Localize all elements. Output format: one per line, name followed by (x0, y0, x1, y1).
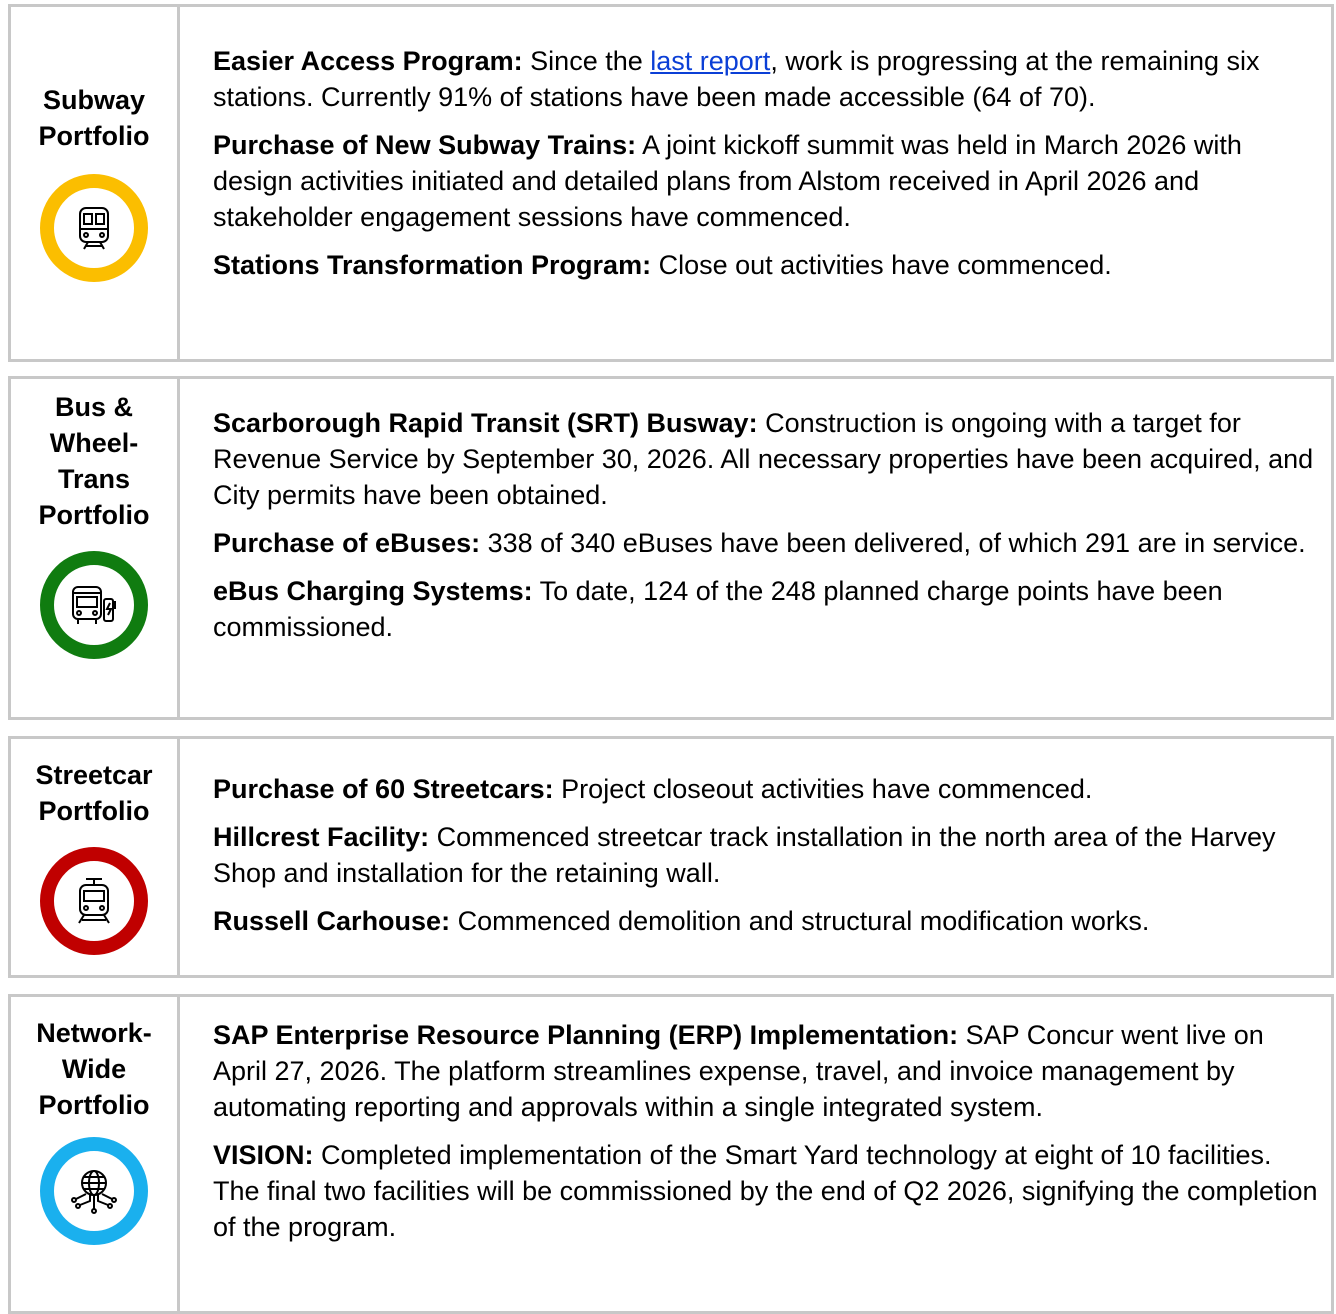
hillcrest-facility-paragraph (213, 819, 1319, 891)
last-report-link[interactable]: last report (650, 46, 771, 76)
label-line: Portfolio (38, 121, 150, 151)
label-line: Portfolio (38, 1090, 150, 1120)
paragraph-title: Scarborough Rapid Transit (SRT) Busway: (213, 408, 758, 438)
bus-label-column (11, 389, 177, 659)
streetcar-icon-ring (40, 847, 148, 955)
paragraph-title: Purchase of eBuses: (213, 528, 481, 558)
bus-portfolio-panel (8, 376, 1334, 720)
subway-portfolio-panel (8, 4, 1334, 362)
ebus-charging-paragraph (213, 573, 1319, 645)
paragraph-text: Project closeout activities have commenced. (553, 774, 1093, 804)
paragraph-text: Construction is ongoing with a target for Revenue Service by September 30, 2026. All necessary properties have been acquired, and City permits have been obtained. (213, 408, 1314, 510)
streetcar-label-column (11, 757, 177, 955)
paragraph-title: eBus Charging Systems: (213, 576, 533, 606)
panel-divider (177, 739, 180, 975)
paragraph-title: Easier Access Program: (213, 46, 523, 76)
sap-erp-paragraph (213, 1017, 1319, 1125)
streetcar-content (213, 771, 1319, 951)
network-icon-ring (40, 1137, 148, 1245)
panel-divider (177, 379, 180, 717)
easier-access-paragraph (213, 43, 1319, 115)
paragraph-text: Close out activities have commenced. (651, 250, 1112, 280)
network-label-column (11, 1015, 177, 1245)
ebuses-paragraph (213, 525, 1319, 561)
paragraph-text: Commenced streetcar track installation in the north area of the Harvey Shop and installation for the retaining wall. (213, 822, 1276, 888)
streetcar-icon (68, 875, 120, 927)
paragraph-text: Completed implementation of the Smart Yard technology at eight of 10 facilities. The final two facilities will be commissioned by the end of Q2 2026, signifying the completion of the program. (213, 1140, 1318, 1242)
paragraph-text: SAP Concur went live on April 27, 2026. The platform streamlines expense, travel, and invoice management by automating reporting and approvals within a single integrated system. (213, 1020, 1264, 1122)
subway-content (213, 43, 1319, 295)
paragraph-title: Purchase of 60 Streetcars: (213, 774, 554, 804)
panel-divider (177, 997, 180, 1311)
paragraph-title: Russell Carhouse: (213, 906, 451, 936)
paragraph-title: VISION: (213, 1140, 314, 1170)
panel-divider (177, 7, 180, 359)
network-portfolio-panel (8, 994, 1334, 1314)
label-line: Portfolio (38, 500, 150, 530)
label-line: Streetcar (35, 760, 153, 790)
purchase-streetcars-paragraph (213, 771, 1319, 807)
label-line: Network- (36, 1018, 152, 1048)
paragraph-title: SAP Enterprise Resource Planning (ERP) Implementation: (213, 1020, 959, 1050)
bus-content (213, 405, 1319, 657)
label-line: Wide (61, 1054, 127, 1084)
label-line: Bus & (54, 392, 133, 422)
paragraph-text: Since the (522, 46, 651, 76)
network-content (213, 1017, 1319, 1257)
subway-portfolio-label (19, 82, 169, 154)
label-line: Portfolio (38, 796, 150, 826)
paragraph-text: 338 of 340 eBuses have been delivered, of which 291 are in service. (480, 528, 1306, 558)
network-portfolio-label (19, 1015, 169, 1123)
stations-transformation-paragraph (213, 247, 1319, 283)
srt-busway-paragraph (213, 405, 1319, 513)
new-subway-trains-paragraph (213, 127, 1319, 235)
paragraph-text: Commenced demolition and structural modification works. (450, 906, 1150, 936)
paragraph-text: A joint kickoff summit was held in March 2026 with design activities initiated and detailed plans from Alstom received in April 2026 and stakeholder engagement sessions have commenced. (213, 130, 1242, 232)
subway-icon-ring (40, 174, 148, 282)
vision-paragraph (213, 1137, 1319, 1245)
label-line: Trans (57, 464, 131, 494)
bus-icon-ring (40, 551, 148, 659)
subway-label-column (11, 82, 177, 282)
streetcar-portfolio-label (19, 757, 169, 829)
bus-portfolio-label (19, 389, 169, 533)
russell-carhouse-paragraph (213, 903, 1319, 939)
streetcar-portfolio-panel (8, 736, 1334, 978)
ebus-charging-icon (68, 579, 120, 631)
label-line: Wheel- (49, 428, 139, 458)
subway-train-icon (68, 202, 120, 254)
paragraph-text: , work is progressing at the remaining six stations. Currently 91% of stations have been made accessible (64 of 70). (213, 46, 1260, 112)
paragraph-title: Purchase of New Subway Trains: (213, 130, 637, 160)
paragraph-title: Hillcrest Facility: (213, 822, 430, 852)
label-line: Subway (42, 85, 146, 115)
paragraph-title: Stations Transformation Program: (213, 250, 652, 280)
network-globe-icon (68, 1165, 120, 1217)
paragraph-text: To date, 124 of the 248 planned charge points have been commissioned. (213, 576, 1223, 642)
